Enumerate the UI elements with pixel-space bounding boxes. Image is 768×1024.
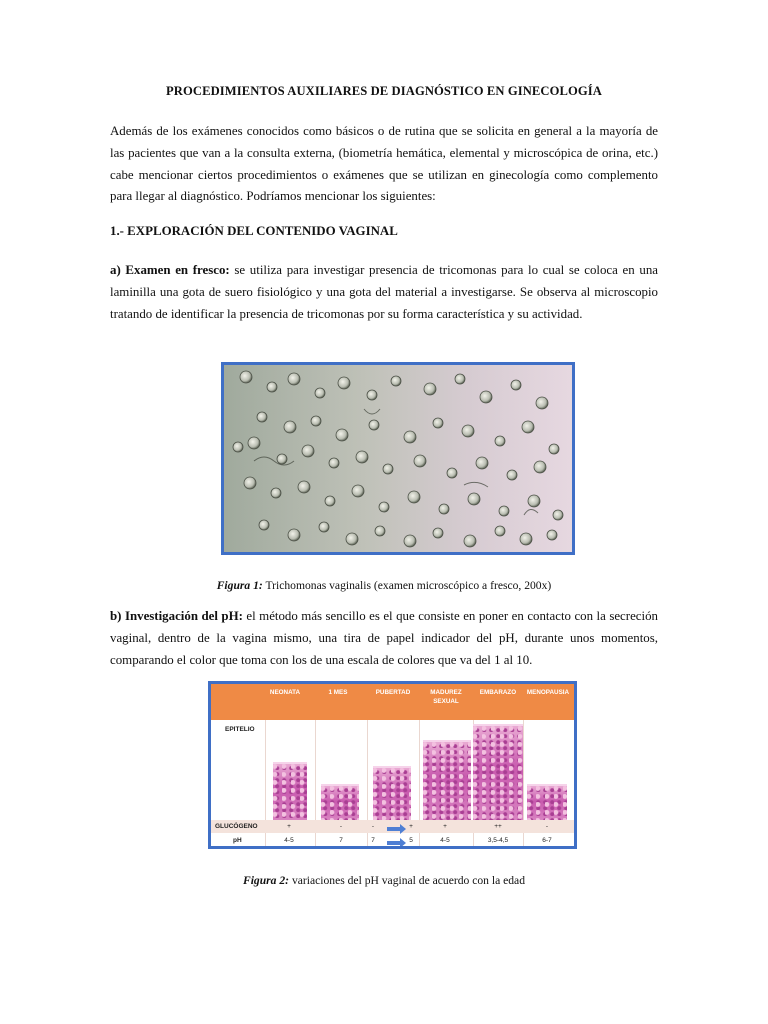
paragraph-a-label: a) Examen en fresco:	[110, 263, 230, 277]
paragraph-b-label: b) Investigación del pH:	[110, 609, 243, 623]
section-heading: 1.- EXPLORACIÓN DEL CONTENIDO VAGINAL	[110, 224, 398, 238]
glucogeno-embarazo: ++	[494, 823, 502, 830]
paragraph-a-text: se utiliza para investigar presencia de tricomonas para lo cual se coloca en una laminilla una gota de suero fisiológico y una gota del material a investigarse. Se observa al microscopio tratando de identificar la presencia de tricomonas por su forma característica y su actividad.	[110, 263, 658, 321]
paragraph-b-text: el método más sencillo es el que consiste en poner en contacto con la secreción vaginal, dentro de la vagina mismo, una tira de papel indicador del pH, durante unos momentos, comparando el color que toma con los de una escala de colores que va del 1 al 10.	[110, 609, 658, 667]
ph-menopausia: 6-7	[542, 837, 552, 844]
column-pubertad: PUBERTAD	[375, 689, 411, 696]
ph-pubertad-end: 5	[409, 837, 413, 844]
epithelium-1-mes-illustration	[321, 784, 359, 820]
glucogeno-neonata: +	[287, 823, 291, 830]
glucogeno-1-mes: -	[339, 823, 343, 830]
ph-pubertad-start: 7	[371, 837, 375, 844]
figure-1-microscopy-image	[221, 362, 575, 555]
intro-paragraph: Además de los exámenes conocidos como básicos o de rutina que se solicita en general a la mayoría de las pacientes que van a la consulta externa, (biometría hemática, elemental y microscópica de orina, etc.) cabe mencionar ciertos procedimientos o exámenes que se utilizan en ginecología como complemento para llegar al diagnóstico. Podríamos mencionar los siguientes:	[110, 124, 658, 204]
microscopy-cells-illustration	[224, 365, 572, 552]
figure-1-text: Trichomonas vaginalis (examen microscópico a fresco, 200x)	[262, 579, 552, 592]
ph-embarazo: 3,5-4,5	[487, 837, 509, 844]
epithelium-neonata-illustration	[273, 762, 307, 820]
figure-2-ph-table	[208, 681, 577, 849]
glucogeno-pubertad-start: -	[371, 823, 375, 830]
column-menopausia: MENOPAUSIA	[526, 689, 570, 696]
arrow-right-icon	[387, 827, 401, 831]
figure-2-label: Figura 2:	[242, 874, 290, 887]
epithelium-pubertad-illustration	[373, 766, 411, 820]
page-title: PROCEDIMIENTOS AUXILIARES DE DIAGNÓSTICO EN GINECOLOGÍA	[166, 84, 602, 98]
figure-2-text: variaciones del pH vaginal de acuerdo con la edad	[289, 874, 526, 887]
glucogeno-menopausia: -	[545, 823, 549, 830]
column-embarazo: EMBARAZO	[479, 689, 517, 696]
row-label-ph: pH	[233, 837, 242, 844]
row-label-epitelio: EPITELIO	[225, 726, 255, 733]
glucogeno-pubertad-end: +	[409, 823, 413, 830]
paragraph-ph	[110, 606, 658, 671]
arrow-right-icon	[387, 841, 401, 845]
column-neonata: NEONATA	[269, 689, 301, 696]
glucogeno-madurez: +	[443, 823, 447, 830]
epithelium-embarazo-illustration	[473, 724, 523, 820]
epithelium-madurez-illustration	[423, 740, 471, 820]
row-label-glucogeno: GLUCÓGENO	[215, 823, 258, 830]
ph-madurez: 4-5	[440, 837, 450, 844]
figure-1-label: Figura 1:	[216, 579, 263, 592]
epithelium-menopausia-illustration	[527, 784, 567, 820]
ph-1-mes: 7	[339, 837, 343, 844]
figure-1-caption	[0, 579, 768, 592]
ph-neonata: 4-5	[284, 837, 294, 844]
column-madurez-sexual: MADUREZ SEXUAL	[430, 689, 462, 705]
figure-2-caption	[0, 874, 768, 887]
column-1-mes: 1 MES	[328, 689, 348, 696]
paragraph-examen-fresco	[110, 260, 658, 325]
